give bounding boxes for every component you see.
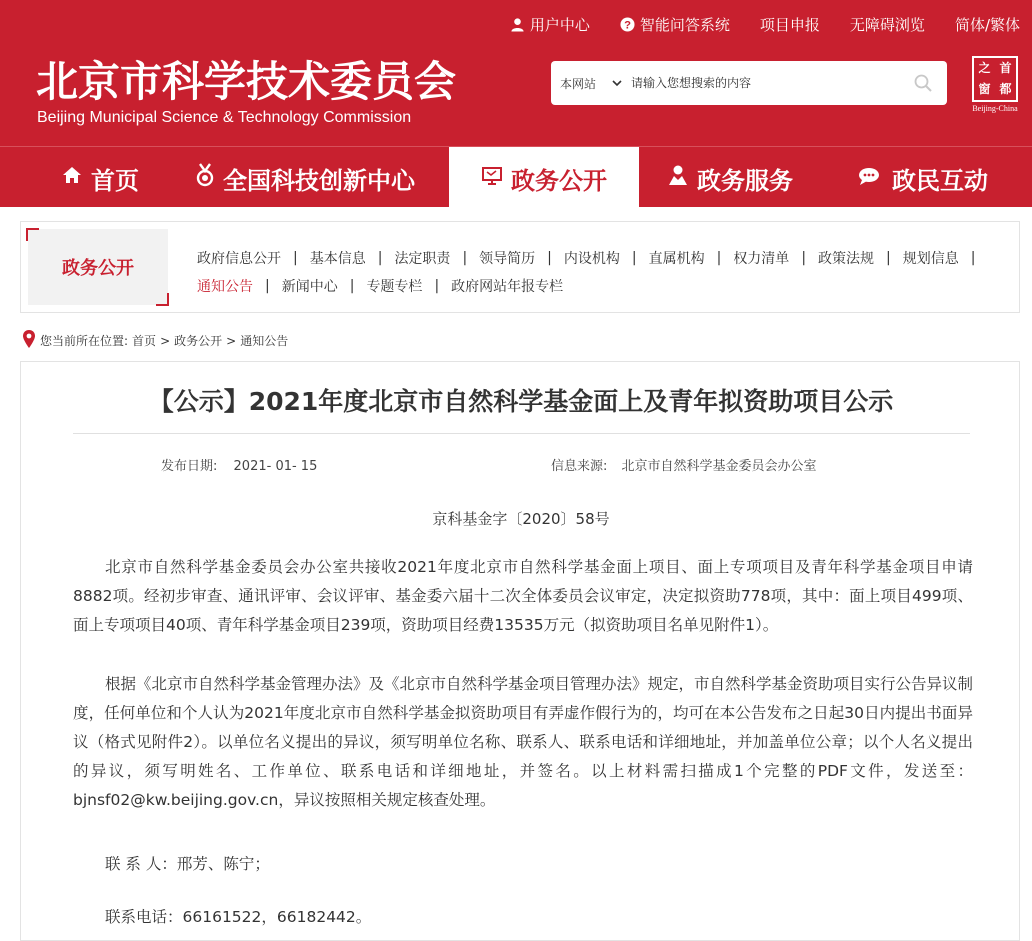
publish-date-label: 发布日期: bbox=[161, 459, 218, 474]
qa-system-label: 智能问答系统 bbox=[639, 16, 730, 34]
sub-nav-item[interactable]: 直属机构 bbox=[648, 251, 705, 267]
chat-icon bbox=[858, 164, 884, 192]
sub-nav-title: 政务公开 bbox=[28, 229, 168, 305]
nav-innovation-center-label: 全国科技创新中心 bbox=[223, 166, 415, 195]
article-paragraph-2: 根据《北京市自然科学基金管理办法》及《北京市自然科学基金项目管理办法》规定，市自然科学基金资助项目实行公告异议制度，任何单位和个人认为2021年度北京市自然科学基金拟资助项目有弄虚作假行为的，均可在本公告发布之日起30日内提出书面异议（格式见附件2）。以单位名义提出的异议，须写明单位名称、联系人、联系电话和详细地址，并加盖单位公章；以个人名义提出的异议，须写明姓名、工作单位、联系电话和详细地址，并签名。以上材料需扫描成1个完整的PDF文件，发送至：bjnsf02@kw.beijing.gov.cn，异议按照相关规定核查处理。 bbox=[73, 675, 974, 809]
sub-nav-item[interactable]: 政策法规 bbox=[818, 251, 875, 267]
nav-government-services-label: 政务服务 bbox=[697, 166, 793, 195]
corner-decoration bbox=[26, 228, 39, 241]
breadcrumb-notices[interactable]: 通知公告 bbox=[240, 334, 289, 348]
seal-char: 窗 bbox=[978, 82, 991, 96]
nav-government-affairs-label: 政务公开 bbox=[511, 166, 607, 195]
sub-nav-item[interactable]: 政府网站年报专栏 bbox=[451, 279, 564, 295]
chevron-down-icon bbox=[612, 76, 622, 90]
sub-nav-item[interactable]: 规划信息 bbox=[902, 251, 959, 267]
corner-decoration bbox=[156, 293, 169, 306]
breadcrumb-separator: > bbox=[226, 333, 237, 348]
language-switch-label: 简体/繁体 bbox=[954, 16, 1020, 34]
project-apply-link[interactable] bbox=[760, 14, 820, 35]
info-source-label: 信息来源: bbox=[551, 459, 608, 474]
sub-nav-item[interactable]: 基本信息 bbox=[309, 251, 366, 267]
sub-nav-item[interactable]: 专题专栏 bbox=[366, 279, 423, 295]
seal-label: Beijing-China bbox=[972, 104, 1018, 113]
nav-public-interaction-label: 政民互动 bbox=[892, 166, 988, 195]
sub-nav-row: 政府信息公开 | 基本信息 | 法定职责 | 领导简历 | 内设机构 | 直属机构 | 权力清单 | 政策法规 | 规划信息 | bbox=[197, 250, 976, 267]
article-paragraph-1: 北京市自然科学基金委员会办公室共接收2021年度北京市自然科学基金面上项目、面上专项项目及青年科学基金项目申请8882项。经初步审查、通讯评审、会议评审、基金委六届十二次全体委员会议审定，决定拟资助778项，其中：面上项目499项、面上专项项目40项、青年科学基金项目239项，资助项目经费13535万元（拟资助项目名单见附件1）。 bbox=[73, 558, 973, 634]
article-title: 【公示】2021年度北京市自然科学基金面上及青年拟资助项目公示 bbox=[148, 387, 894, 416]
svg-text:?: ? bbox=[623, 19, 631, 32]
search-icon[interactable] bbox=[913, 73, 933, 97]
sub-nav-item-active[interactable]: 通知公告 bbox=[197, 279, 253, 295]
title-divider bbox=[73, 433, 970, 434]
nav-innovation-center[interactable] bbox=[180, 147, 430, 209]
top-links bbox=[510, 14, 1020, 35]
sub-nav-item[interactable]: 领导简历 bbox=[479, 251, 536, 267]
sub-nav-item[interactable]: 权力清单 bbox=[733, 251, 790, 267]
accessibility-link[interactable] bbox=[850, 14, 925, 35]
nav-public-interaction[interactable] bbox=[848, 147, 998, 209]
site-logo-chinese[interactable]: 北京市科学技术委员会 bbox=[36, 57, 457, 106]
document-number: 京科基金字〔2020〕58号 bbox=[432, 510, 610, 528]
location-pin-icon bbox=[22, 329, 36, 352]
sub-nav-row: 通知公告 | 新闻中心 | 专题专栏 | 政府网站年报专栏 bbox=[197, 278, 564, 295]
breadcrumb-separator: > bbox=[160, 333, 171, 348]
nav-home[interactable] bbox=[30, 147, 170, 209]
sub-nav-item[interactable]: 内设机构 bbox=[563, 251, 620, 267]
search-scope-label: 本网站 bbox=[560, 76, 597, 91]
breadcrumb bbox=[22, 329, 288, 352]
language-switch-link[interactable] bbox=[955, 14, 1020, 35]
info-source bbox=[551, 455, 817, 474]
contact-person: 联 系 人：邢芳、陈宁； bbox=[105, 855, 270, 873]
search-input[interactable] bbox=[631, 76, 891, 90]
site-header bbox=[0, 0, 1032, 146]
capital-seal-mark bbox=[972, 56, 1018, 102]
question-icon bbox=[620, 17, 635, 32]
main-nav bbox=[0, 146, 1032, 207]
user-icon bbox=[510, 17, 525, 32]
breadcrumb-home[interactable]: 首页 bbox=[132, 334, 157, 348]
sub-nav-item[interactable]: 新闻中心 bbox=[281, 279, 338, 295]
sub-nav-item[interactable]: 政府信息公开 bbox=[197, 251, 281, 267]
user-center-label: 用户中心 bbox=[529, 16, 590, 34]
nav-government-affairs[interactable] bbox=[449, 147, 639, 209]
search-box bbox=[551, 61, 947, 105]
seal-char: 都 bbox=[999, 82, 1012, 96]
publish-date bbox=[161, 455, 317, 474]
breadcrumb-prefix: 您当前所在位置: bbox=[40, 334, 129, 348]
sub-nav-panel bbox=[20, 221, 1020, 313]
publish-date-value: 2021- 01- 15 bbox=[233, 459, 318, 474]
nav-home-label: 首页 bbox=[91, 166, 139, 195]
seal-char: 首 bbox=[999, 61, 1012, 75]
contact-phone: 联系电话：66161522，66182442。 bbox=[105, 908, 372, 926]
article-panel bbox=[20, 361, 1020, 941]
monitor-icon bbox=[481, 164, 503, 192]
site-logo-english: Beijing Municipal Science & Technology Commission bbox=[37, 109, 412, 126]
home-icon bbox=[61, 164, 83, 192]
user-center-link[interactable] bbox=[510, 14, 590, 35]
sub-nav-item[interactable]: 法定职责 bbox=[394, 251, 451, 267]
sub-nav-links bbox=[197, 244, 1017, 300]
seal-char: 之 bbox=[978, 61, 991, 75]
search-scope-select[interactable] bbox=[551, 75, 631, 92]
medal-icon bbox=[195, 163, 215, 193]
capital-window-logo[interactable] bbox=[970, 56, 1020, 112]
project-apply-label: 项目申报 bbox=[759, 16, 820, 34]
breadcrumb-government-affairs[interactable]: 政务公开 bbox=[174, 334, 223, 348]
nav-government-services[interactable] bbox=[655, 147, 805, 209]
accessibility-label: 无障碍浏览 bbox=[849, 16, 925, 34]
person-icon bbox=[667, 164, 689, 192]
qa-system-link[interactable] bbox=[620, 14, 730, 35]
info-source-value: 北京市自然科学基金委员会办公室 bbox=[621, 459, 817, 474]
